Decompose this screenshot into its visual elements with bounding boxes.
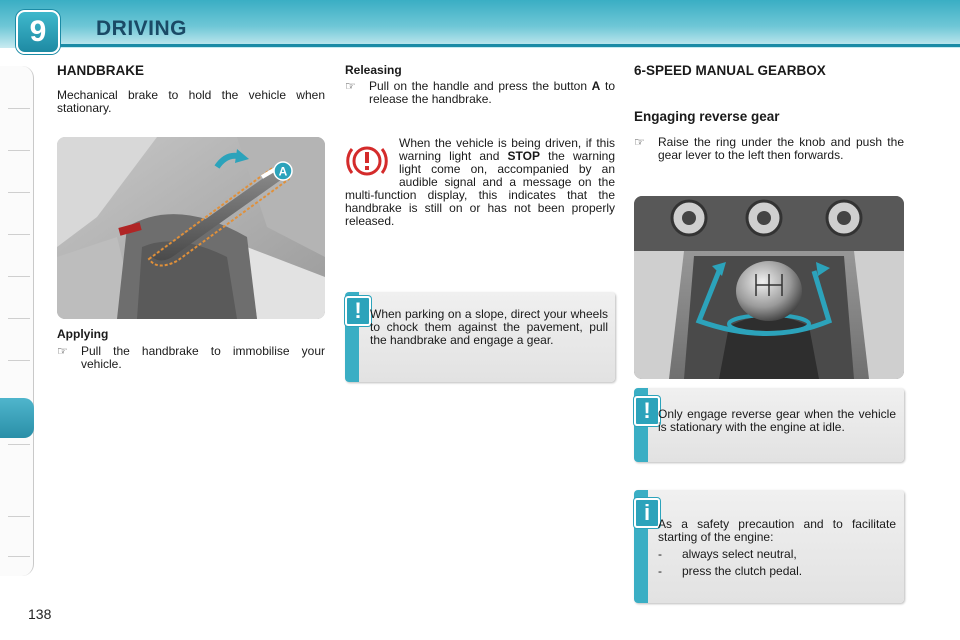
handbrake-title: HANDBRAKE <box>57 63 144 78</box>
gearbox-title: 6-SPEED MANUAL GEARBOX <box>634 63 826 78</box>
pointing-hand-icon: ☞ <box>57 344 68 358</box>
gear-lever-photo <box>634 196 904 379</box>
tab-divider <box>8 516 30 517</box>
parking-slope-note <box>345 292 615 382</box>
safety-info-text <box>658 518 896 578</box>
handbrake-warning-light-icon <box>345 139 389 183</box>
button-a-reference: A <box>591 79 601 93</box>
tab-divider <box>8 108 30 109</box>
chapter-tabs <box>0 66 34 576</box>
releasing-step-text: Pull on the handle and press the button A to release the handbrake. <box>369 79 615 106</box>
pointing-hand-icon: ☞ <box>634 135 645 149</box>
page-number: 138 <box>28 606 52 622</box>
tab-divider <box>8 192 30 193</box>
button-a-label: A <box>278 164 288 179</box>
safety-info-intro: As a safety precaution and to facilitate starting of the engine: <box>658 517 896 544</box>
releasing-title: Releasing <box>345 63 402 77</box>
reverse-gear-warning-note <box>634 388 904 462</box>
handbrake-intro: Mechanical brake to hold the vehicle when stationary. <box>57 88 325 115</box>
tab-divider <box>8 318 30 319</box>
stop-label: STOP <box>507 149 540 163</box>
tab-divider <box>8 556 30 557</box>
warning-light-paragraph: When the vehicle is being driven, if this warning light and STOP the warning light come on, accompanied by an audible signal and a message on the multi-function display, this indicates that the handbrake is still on or has not been properly released. <box>345 136 616 228</box>
handbrake-photo <box>57 137 325 319</box>
safety-info-item: - always select neutral, <box>658 547 797 561</box>
tab-divider <box>8 276 30 277</box>
reverse-gear-step-text: Raise the ring under the knob and push the gear lever to the left then forwards. <box>658 135 904 162</box>
pointing-hand-icon: ☞ <box>345 79 356 93</box>
chapter-number-badge: 9 <box>16 10 60 54</box>
applying-step-text: Pull the handbrake to immobilise your vehicle. <box>81 344 325 371</box>
applying-title: Applying <box>57 327 109 341</box>
reverse-gear-subtitle: Engaging reverse gear <box>634 109 780 124</box>
parking-slope-note-text: When parking on a slope, direct your wheels to chock them against the pavement, pull the handbrake and engage a gear. <box>370 307 608 347</box>
exclamation-icon: ! <box>345 296 371 326</box>
safety-info-item: - press the clutch pedal. <box>658 564 803 578</box>
applying-step <box>57 345 325 371</box>
tab-divider <box>8 234 30 235</box>
active-chapter-tab[interactable] <box>0 398 34 438</box>
exclamation-icon: ! <box>634 396 660 426</box>
tab-divider <box>8 150 30 151</box>
reverse-gear-warning-text: Only engage reverse gear when the vehicle is stationary with the engine at idle. <box>658 407 896 434</box>
reverse-gear-step <box>634 136 904 162</box>
tab-divider <box>8 360 30 361</box>
chapter-title: DRIVING <box>96 17 188 40</box>
info-icon: i <box>634 498 660 528</box>
safety-info-note <box>634 490 904 603</box>
tab-divider <box>8 444 30 445</box>
releasing-step <box>345 80 615 106</box>
header-underline <box>60 44 960 47</box>
